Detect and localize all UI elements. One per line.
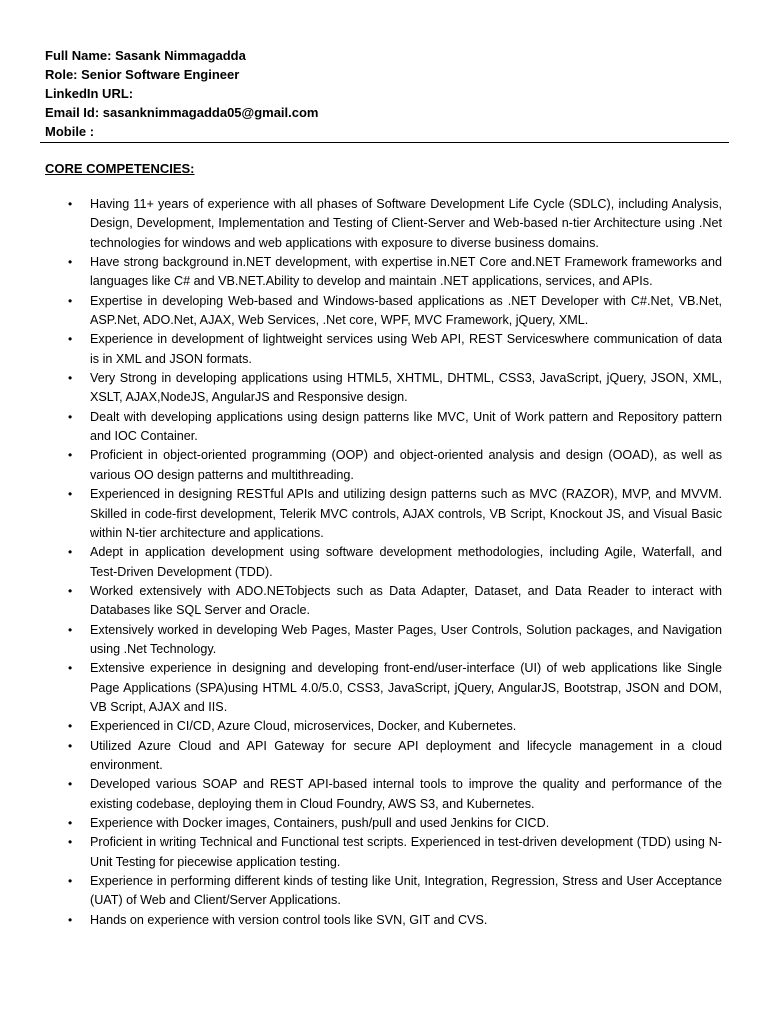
contact-header [45, 46, 725, 141]
bullet-icon: • [68, 545, 73, 560]
list-item [0, 485, 768, 543]
list-item [0, 814, 768, 833]
mobile: Mobile : [45, 124, 95, 139]
list-item-text: Experienced in CI/CD, Azure Cloud, microservices, Docker, and Kubernetes. [90, 719, 517, 734]
bullet-icon: • [68, 371, 73, 386]
list-item-text: Very Strong in developing applications using HTML5, XHTML, DHTML, CSS3, JavaScript, jQuery, JSON, XML, XSLT, AJAX,NodeJS, AngularJS and Responsive design. [90, 371, 722, 405]
list-item [0, 737, 768, 776]
section-title-core-competencies: CORE COMPETENCIES: [45, 161, 195, 176]
list-item-text: Experienced in designing RESTful APIs and utilizing design patterns such as MVC (RAZOR), MVP, and MVVM. Skilled in code-first development, Telerik MVC controls, AJAX controls, VB Script, Knockout JS, and Visual Basic within N-tier architecture and applications. [90, 487, 722, 540]
bullet-icon: • [68, 583, 73, 598]
list-item-text: Proficient in writing Technical and Functional test scripts. Experienced in test-driven development (TDD) using N-Unit Testing for piecewise application testing. [90, 835, 722, 869]
bullet-icon: • [68, 332, 73, 347]
list-item-text: Extensively worked in developing Web Pages, Master Pages, User Controls, Solution packages, and Navigation using .Net Technology. [90, 622, 722, 656]
bullet-icon: • [68, 448, 73, 463]
list-item-text: Experience with Docker images, Containers, push/pull and used Jenkins for CICD. [90, 816, 550, 830]
bullet-icon: • [68, 816, 73, 830]
list-item-text: Utilized Azure Cloud and API Gateway for secure API deployment and lifecycle management in a cloud environment. [90, 738, 722, 772]
email-id: Email Id: sasanknimmagadda05@gmail.com [45, 105, 319, 120]
list-item-text: Experience in performing different kinds of testing like Unit, Integration, Regression, Stress and User Acceptance (UAT) of Web and Client/Server Applications. [90, 874, 722, 908]
header-divider [40, 142, 729, 143]
role: Role: Senior Software Engineer [45, 67, 240, 82]
bullet-icon: • [68, 622, 73, 637]
list-item [0, 621, 768, 660]
list-item-text: Developed various SOAP and REST API-based internal tools to improve the quality and performance of the existing codebase, deploying them in Cloud Foundry, AWS S3, and Kubernetes. [90, 777, 722, 811]
list-item [0, 292, 768, 331]
bullet-icon: • [68, 197, 73, 211]
list-item-text: Adept in application development using software development methodologies, including Agile, Waterfall, and Test-Driven Development (TDD). [90, 545, 722, 579]
list-item [0, 911, 768, 930]
list-item [0, 446, 768, 485]
list-item [0, 872, 768, 911]
list-item [0, 833, 768, 872]
list-item [0, 330, 768, 369]
linkedin-url: LinkedIn URL: [45, 86, 134, 101]
list-item-text: Have strong background in.NET development, with expertise in.NET Core and.NET Framework frameworks and languages like C# and VB.NET.Ability to develop and maintain .NET applications, services, and APIs. [90, 255, 722, 289]
list-item [0, 408, 768, 447]
bullet-icon: • [68, 777, 73, 792]
list-item [0, 195, 768, 253]
list-item-text: Proficient in object-oriented programming (OOP) and object-oriented analysis and design (OOAD), as well as various OO design patterns and multithreading. [90, 448, 722, 482]
list-item [0, 582, 768, 621]
list-item-text: Extensive experience in designing and developing front-end/user-interface (UI) of web applications like Single Page Applications (SPA)using HTML 4.0/5.0, CSS3, JavaScript, jQuery, AngularJS, Bootstrap, JSON and DOM, VB Script, AJAX and IIS. [90, 661, 722, 714]
bullet-icon: • [68, 487, 73, 502]
full-name: Full Name: Sasank Nimmagadda [45, 48, 246, 63]
list-item-text: Worked extensively with ADO.NETobjects such as Data Adapter, Dataset, and Data Reader to interact with Databases like SQL Server and Oracle. [90, 583, 722, 618]
list-item [0, 253, 768, 292]
bullet-icon: • [68, 912, 73, 927]
bullet-icon: • [68, 409, 73, 424]
bullet-icon: • [68, 738, 73, 753]
list-item [0, 543, 768, 582]
competencies-list [0, 195, 768, 930]
list-item-text: Hands on experience with version control tools like SVN, GIT and CVS. [90, 912, 488, 927]
bullet-icon: • [68, 293, 73, 308]
list-item-text: Dealt with developing applications using design patterns like MVC, Unit of Work pattern and Repository pattern and IOC Container. [90, 409, 722, 444]
list-item-text: Experience in development of lightweight services using Web API, REST Serviceswhere communication of data is in XML and JSON formats. [90, 332, 722, 366]
bullet-icon: • [68, 719, 73, 734]
list-item [0, 369, 768, 408]
list-item-text: Having 11+ years of experience with all phases of Software Development Life Cycle (SDLC), including Analysis, Design, Development, Implementation and Testing of Client-Server and Web-based n-tier Architecture using .Net technologies for windows and web applications with exposure to diverse business domains. [90, 197, 722, 250]
list-item [0, 659, 768, 717]
bullet-icon: • [68, 874, 73, 889]
bullet-icon: • [68, 835, 73, 850]
list-item-text: Expertise in developing Web-based and Windows-based applications as .NET Developer with C#.Net, VB.Net, ASP.Net, ADO.Net, AJAX, Web Services, .Net core, WPF, MVC Framework, jQuery, XML. [90, 293, 722, 328]
bullet-icon: • [68, 661, 73, 676]
list-item [0, 717, 768, 736]
list-item [0, 775, 768, 814]
bullet-icon: • [68, 255, 73, 270]
